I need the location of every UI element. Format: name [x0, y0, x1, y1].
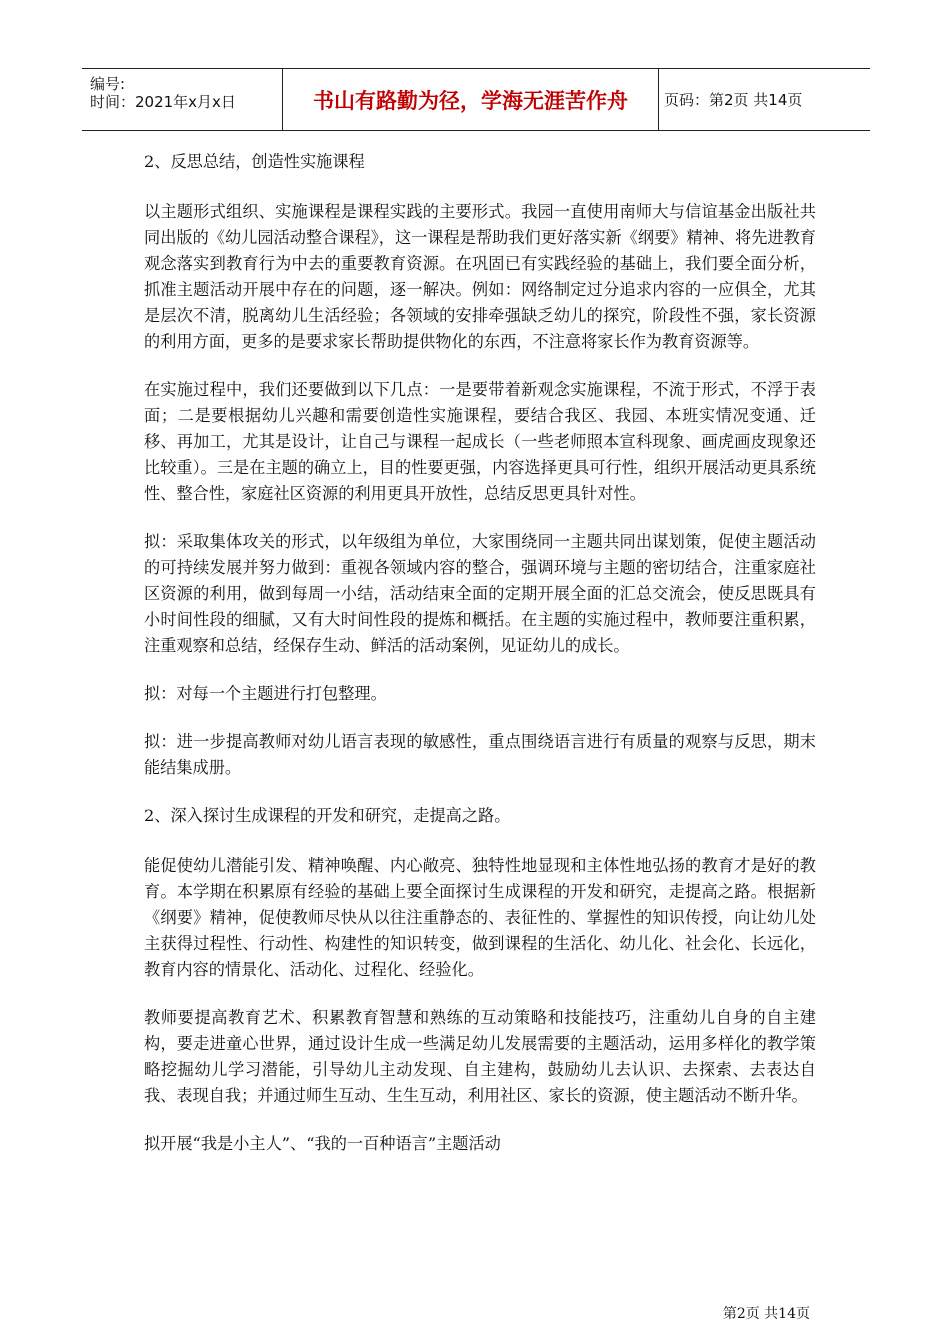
page-footer: 第2页 共14页	[722, 1306, 810, 1322]
document-number-label: 编号:	[90, 75, 126, 93]
header-motto: 书山有路勤为径，学海无涯苦作舟	[282, 69, 659, 130]
body-paragraph: 在实施过程中，我们还要做到以下几点：一是要带着新观念实施课程，不流于形式，不浮于表面；二是要根据幼儿兴趣和需要创造性实施课程，要结合我区、我园、本班实情况变通、迁移、再加工，尤其是设计，让自己与课程一起成长（一些老师照本宣科现象、画虎画皮现象还比较重）。三是在主题的确立上，目的性要更强，内容选择更具可行性，组织开展活动更具系统性、整合性，家庭社区资源的利用更具开放性，总结反思更具针对性。	[144, 380, 816, 503]
section-heading: 2、反思总结，创造性实施课程	[144, 152, 365, 171]
document-time-label: 时间：2021年x月x日	[90, 93, 236, 111]
document-body	[144, 149, 816, 1179]
body-paragraph: 拟开展“我是小主人”、“我的一百种语言”主题活动	[144, 1134, 501, 1153]
body-paragraph: 拟：采取集体攻关的形式，以年级组为单位，大家围绕同一主题共同出谋划策，促使主题活动的可持续发展并努力做到：重视各领域内容的整合，强调环境与主题的密切结合，注重家庭社区资源的利用，做到每周一小结，活动结束全面的定期开展全面的汇总交流会，使反思既具有小时间性段的细腻，又有大时间性段的提炼和概括。在主题的实施过程中，教师要注重积累，注重观察和总结，经保存生动、鲜活的活动案例，见证幼儿的成长。	[144, 532, 816, 655]
body-paragraph: 以主题形式组织、实施课程是课程实践的主要形式。我园一直使用南师大与信谊基金出版社共同出版的《幼儿园活动整合课程》，这一课程是帮助我们更好落实新《纲要》精神、将先进教育观念落实到教育行为中去的重要教育资源。在巩固已有实践经验的基础上，我们要全面分析，抓准主题活动开展中存在的问题，逐一解决。例如：网络制定过分追求内容的一应俱全，尤其是层次不清，脱离幼儿生活经验；各领域的安排牵强缺乏幼儿的探究，阶段性不强，家长资源的利用方面，更多的是要求家长帮助提供物化的东西，不注意将家长作为教育资源等。	[144, 202, 816, 351]
body-paragraph: 拟：对每一个主题进行打包整理。	[144, 684, 387, 703]
header-page-code: 页码：第2页 共14页	[664, 91, 803, 109]
section-heading: 2、深入探讨生成课程的开发和研究，走提高之路。	[144, 806, 511, 825]
body-paragraph: 能促使幼儿潜能引发、精神唤醒、内心敞亮、独特性地显现和主体性地弘扬的教育才是好的教育。本学期在积累原有经验的基础上要全面探讨生成课程的开发和研究，走提高之路。根据新《纲要》精神，促使教师尽快从以往注重静态的、表征性的、掌握性的知识传授，向让幼儿处主获得过程性、行动性、构建性的知识转变，做到课程的生活化、幼儿化、社会化、长远化，教育内容的情景化、活动化、过程化、经验化。	[144, 856, 816, 979]
body-paragraph: 拟：进一步提高教师对幼儿语言表现的敏感性，重点围绕语言进行有质量的观察与反思，期末能结集成册。	[144, 732, 816, 777]
header-info-cell	[82, 69, 282, 130]
page-header	[82, 68, 870, 131]
body-paragraph: 教师要提高教育艺术、积累教育智慧和熟练的互动策略和技能技巧，注重幼儿自身的自主建构，要走进童心世界，通过设计生成一些满足幼儿发展需要的主题活动，运用多样化的教学策略挖掘幼儿学习潜能，引导幼儿主动发现、自主建构，鼓励幼儿去认识、去探索、去表达自我、表现自我；并通过师生互动、生生互动，利用社区、家长的资源，使主题活动不断升华。	[144, 1008, 816, 1105]
